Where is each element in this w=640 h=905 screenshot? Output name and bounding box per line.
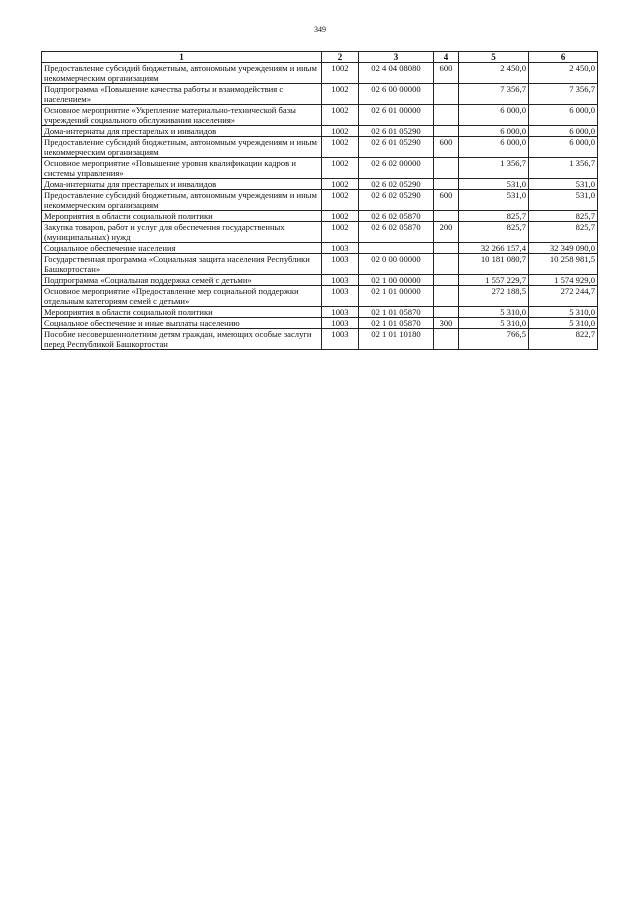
table-row [42,329,598,350]
amount-year-1-cell: 10 181 080,7 [459,254,529,275]
amount-year-1-cell: 32 266 157,4 [459,243,529,254]
expense-kind-cell [434,254,459,275]
header-row [42,52,598,63]
expense-kind-cell [434,211,459,222]
section-code-cell: 1002 [322,158,359,179]
row-name-cell: Основное мероприятие «Предоставление мер социальной поддержки отдельным категориям семей с детьми» [42,286,322,307]
target-article-cell [359,243,434,254]
target-article-cell: 02 6 02 00000 [359,158,434,179]
target-article-cell: 02 1 00 00000 [359,275,434,286]
expense-kind-cell [434,286,459,307]
row-name-cell: Основное мероприятие «Укрепление материально-технической базы учреждений социального обслуживания населения» [42,105,322,126]
table-row [42,190,598,211]
section-code-cell: 1002 [322,84,359,105]
amount-year-1-cell: 2 450,0 [459,63,529,84]
amount-year-1-cell: 825,7 [459,222,529,243]
amount-year-2-cell: 1 574 929,0 [529,275,598,286]
target-article-cell: 02 1 01 00000 [359,286,434,307]
row-name-cell: Предоставление субсидий бюджетным, автономным учреждениям и иным некоммерческим организациям [42,137,322,158]
amount-year-1-cell: 272 188,5 [459,286,529,307]
amount-year-2-cell: 32 349 090,0 [529,243,598,254]
row-name-cell: Социальное обеспечение и иные выплаты населению [42,318,322,329]
amount-year-2-cell: 822,7 [529,329,598,350]
expense-kind-cell [434,275,459,286]
expense-kind-cell [434,158,459,179]
section-code-cell: 1003 [322,275,359,286]
amount-year-1-cell: 7 356,7 [459,84,529,105]
expense-kind-cell [434,105,459,126]
amount-year-2-cell: 10 258 981,5 [529,254,598,275]
row-name-cell: Подпрограмма «Повышение качества работы и взаимодействия с населением» [42,84,322,105]
target-article-cell: 02 0 00 00000 [359,254,434,275]
expense-kind-cell: 600 [434,190,459,211]
amount-year-2-cell: 5 310,0 [529,307,598,318]
target-article-cell: 02 1 01 10180 [359,329,434,350]
target-article-cell: 02 6 01 00000 [359,105,434,126]
amount-year-1-cell: 6 000,0 [459,137,529,158]
column-header-2: 2 [322,52,359,63]
section-code-cell: 1003 [322,254,359,275]
target-article-cell: 02 6 02 05870 [359,211,434,222]
section-code-cell: 1002 [322,179,359,190]
page-number: 349 [314,25,326,34]
amount-year-1-cell: 1 356,7 [459,158,529,179]
column-header-6: 6 [529,52,598,63]
row-name-cell: Мероприятия в области социальной политики [42,211,322,222]
expense-kind-cell: 200 [434,222,459,243]
target-article-cell: 02 1 01 05870 [359,318,434,329]
target-article-cell: 02 6 01 05290 [359,137,434,158]
amount-year-1-cell: 531,0 [459,179,529,190]
column-header-3: 3 [359,52,434,63]
table-row [42,126,598,137]
expense-kind-cell [434,329,459,350]
amount-year-2-cell: 5 310,0 [529,318,598,329]
table-row [42,158,598,179]
row-name-cell: Пособие несовершеннолетним детям граждан, имеющих особые заслуги перед Республикой Башкортостан [42,329,322,350]
table-row [42,254,598,275]
amount-year-2-cell: 825,7 [529,222,598,243]
target-article-cell: 02 6 01 05290 [359,126,434,137]
table-row [42,222,598,243]
column-header-5: 5 [459,52,529,63]
table-header [42,52,598,63]
target-article-cell: 02 6 02 05870 [359,222,434,243]
row-name-cell: Закупка товаров, работ и услуг для обеспечения государственных (муниципальных) нужд [42,222,322,243]
amount-year-1-cell: 766,5 [459,329,529,350]
section-code-cell: 1002 [322,63,359,84]
amount-year-2-cell: 531,0 [529,190,598,211]
section-code-cell: 1003 [322,286,359,307]
row-name-cell: Социальное обеспечение населения [42,243,322,254]
amount-year-1-cell: 5 310,0 [459,307,529,318]
amount-year-1-cell: 531,0 [459,190,529,211]
amount-year-1-cell: 1 557 229,7 [459,275,529,286]
table-row [42,137,598,158]
section-code-cell: 1002 [322,137,359,158]
expense-kind-cell: 300 [434,318,459,329]
expense-kind-cell [434,307,459,318]
target-article-cell: 02 1 01 05870 [359,307,434,318]
budget-table [41,51,598,350]
amount-year-2-cell: 6 000,0 [529,105,598,126]
table-row [42,179,598,190]
target-article-cell: 02 6 02 05290 [359,179,434,190]
amount-year-2-cell: 272 244,7 [529,286,598,307]
table-row [42,275,598,286]
amount-year-2-cell: 2 450,0 [529,63,598,84]
amount-year-2-cell: 1 356,7 [529,158,598,179]
row-name-cell: Государственная программа «Социальная защита населения Республики Башкортостан» [42,254,322,275]
section-code-cell: 1003 [322,243,359,254]
amount-year-2-cell: 825,7 [529,211,598,222]
target-article-cell: 02 4 04 08080 [359,63,434,84]
amount-year-1-cell: 6 000,0 [459,105,529,126]
table-row [42,243,598,254]
expense-kind-cell [434,243,459,254]
table-row [42,105,598,126]
row-name-cell: Дома-интернаты для престарелых и инвалидов [42,126,322,137]
expense-kind-cell [434,126,459,137]
section-code-cell: 1002 [322,126,359,137]
amount-year-2-cell: 7 356,7 [529,84,598,105]
expense-kind-cell: 600 [434,63,459,84]
row-name-cell: Предоставление субсидий бюджетным, автономным учреждениям и иным некоммерческим организациям [42,63,322,84]
row-name-cell: Предоставление субсидий бюджетным, автономным учреждениям и иным некоммерческим организациям [42,190,322,211]
section-code-cell: 1002 [322,222,359,243]
row-name-cell: Мероприятия в области социальной политики [42,307,322,318]
amount-year-2-cell: 6 000,0 [529,137,598,158]
table-body [42,63,598,350]
table-row [42,318,598,329]
column-header-1: 1 [42,52,322,63]
target-article-cell: 02 6 02 05290 [359,190,434,211]
amount-year-1-cell: 6 000,0 [459,126,529,137]
row-name-cell: Подпрограмма «Социальная поддержка семей с детьми» [42,275,322,286]
row-name-cell: Дома-интернаты для престарелых и инвалидов [42,179,322,190]
table-row [42,307,598,318]
column-header-4: 4 [434,52,459,63]
target-article-cell: 02 6 00 00000 [359,84,434,105]
section-code-cell: 1003 [322,307,359,318]
expense-kind-cell [434,179,459,190]
expense-kind-cell [434,84,459,105]
amount-year-1-cell: 825,7 [459,211,529,222]
row-name-cell: Основное мероприятие «Повышение уровня квалификации кадров и системы управления» [42,158,322,179]
table-row [42,211,598,222]
section-code-cell: 1003 [322,318,359,329]
table-row [42,84,598,105]
section-code-cell: 1002 [322,105,359,126]
amount-year-2-cell: 531,0 [529,179,598,190]
amount-year-2-cell: 6 000,0 [529,126,598,137]
section-code-cell: 1003 [322,329,359,350]
section-code-cell: 1002 [322,190,359,211]
table-row [42,286,598,307]
amount-year-1-cell: 5 310,0 [459,318,529,329]
expense-kind-cell: 600 [434,137,459,158]
section-code-cell: 1002 [322,211,359,222]
table-row [42,63,598,84]
